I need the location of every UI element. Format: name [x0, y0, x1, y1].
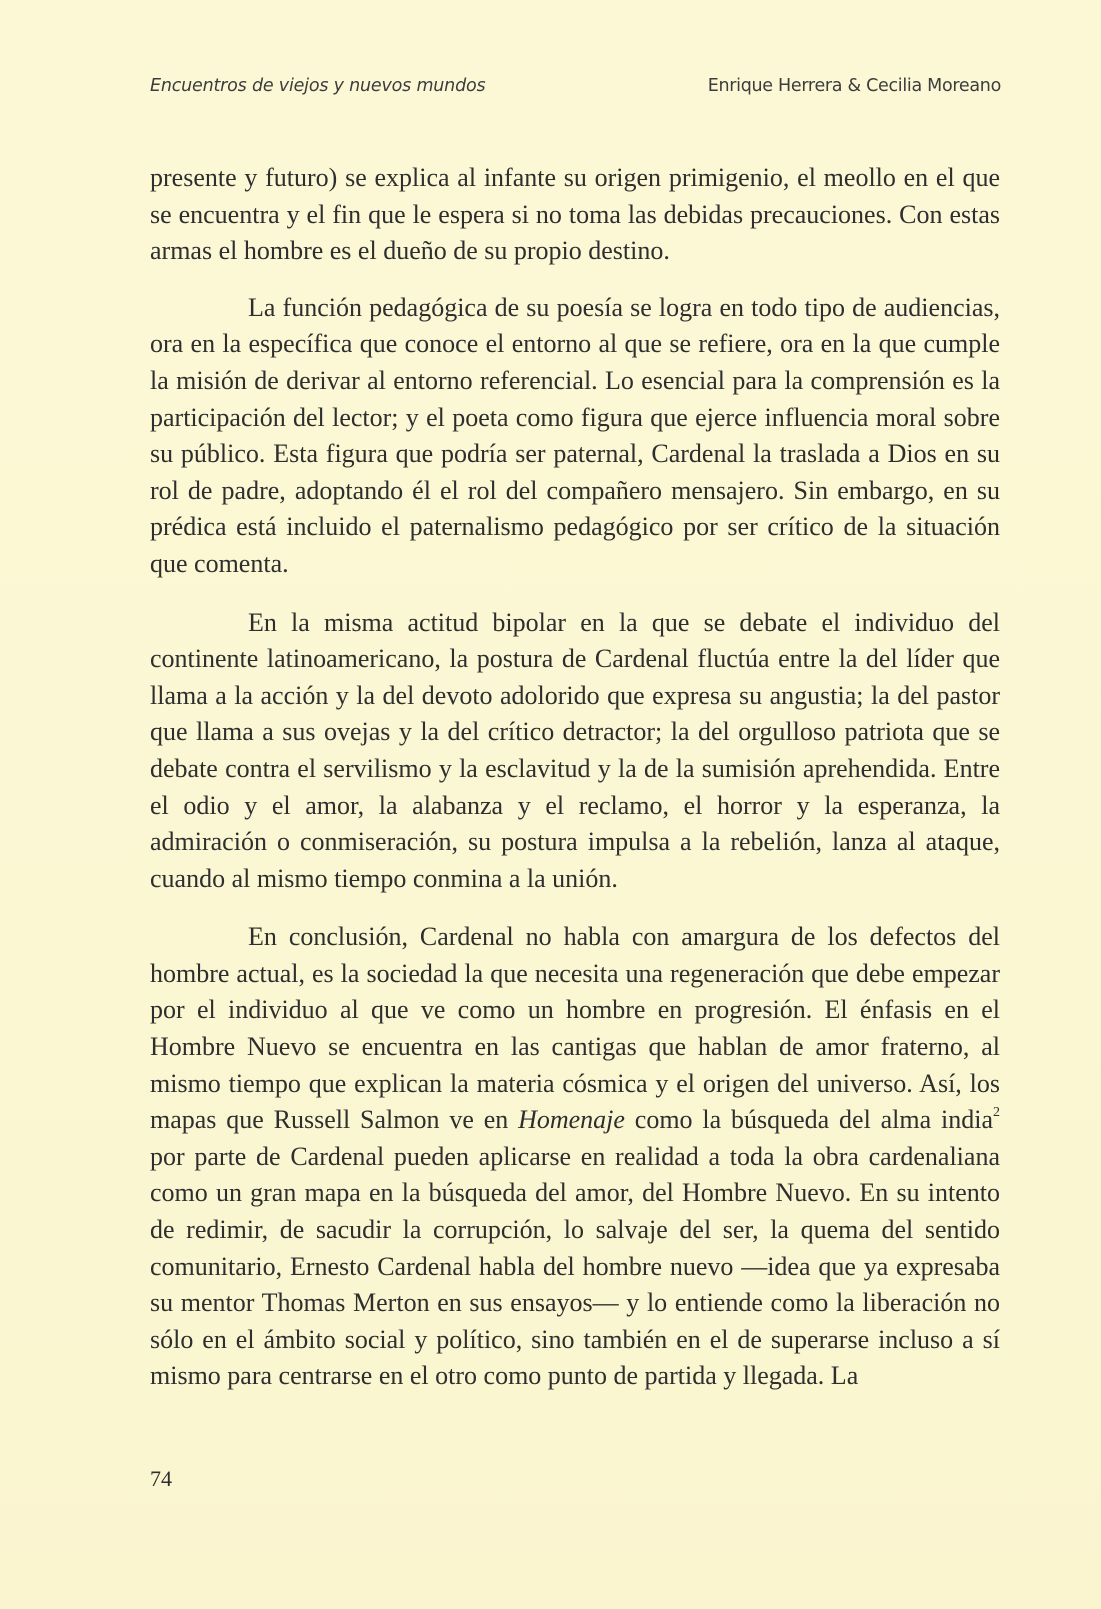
paragraph-pedagogical-function: La función pedagógica de su poesía se logra en todo tipo de audiencias, ora en la específica que conoce el entorno al que se refiere, ora en la que cumple la misión de derivar al entorno referencial. Lo esencial para la comprensión es la participación del lector; y el poeta como figura que ejerce influencia moral sobre su público. Esta figura que podría ser paternal, Cardenal la traslada a Dios en su rol de padre, adoptando él el rol del compañero mensajero. Sin embargo, en su prédica está incluido el paternalismo pedagógico por ser crítico de la situación que comenta. [150, 292, 1000, 578]
paragraph-bipolar-attitude: En la misma actitud bipolar en la que se debate el individuo del continente latinoamericano, la postura de Cardenal fluctúa entre la del líder que llama a la acción y la del devoto adolorido que expresa su angustia; la del pastor que llama a sus ovejas y la del crítico detractor; la del orgulloso patriota que se debate contra el servilismo y la esclavitud y la de la sumisión aprehendida. Entre el odio y el amor, la alabanza y el reclamo, el horror y la esperanza, la admiración o conmiseración, su postura impulsa a la rebelión, lanza al ataque, cuando al mismo tiempo conmina a la unión. [150, 607, 1000, 893]
conclusion-text-c: por parte de Cardenal pueden aplicarse en realidad a toda la obra cardenaliana como un gran mapa en la búsqueda del amor, del Hombre Nuevo. En su intento de redimir, de sacudir la corrupción, lo salvaje del ser, la quema del sentido comunitario, Ernesto Cardenal habla del hombre nuevo —idea que ya expresaba su mentor Thomas Merton en sus ensayos— y lo entiende como la liberación no sólo en el ámbito social y político, sino también en el de superarse incluso a sí mismo para centrarse en el otro como punto de partida y llegada. La [150, 1141, 1000, 1391]
header-authors: Enrique Herrera & Cecilia Moreano [707, 76, 1001, 96]
conclusion-text-b: como la búsqueda del alma india [624, 1105, 993, 1135]
paragraph-conclusion [150, 919, 1000, 1395]
running-header [150, 76, 1001, 100]
work-title-italic: Homenaje [518, 1105, 625, 1135]
paragraph-continued: presente y futuro) se explica al infante su origen primigenio, el meollo en el que se encuentra y el fin que le espera si no toma las debidas precauciones. Con estas armas el hombre es el dueño de su propio destino. [150, 163, 1000, 266]
conclusion-text-a: En conclusión, Cardenal no habla con amargura de los defectos del hombre actual, es la sociedad la que necesita una regeneración que debe empezar por el individuo al que ve como un hombre en progresión. El énfasis en el Hombre Nuevo se encuentra en las cantigas que hablan de amor fraterno, al mismo tiempo que explican la materia cósmica y el origen del universo. Así, los mapas que Russell Salmon ve en [150, 922, 1000, 1135]
body-text [150, 160, 1000, 1417]
page-number: 74 [150, 1466, 172, 1491]
footnote-reference[interactable]: 2 [993, 1105, 1000, 1121]
header-book-title: Encuentros de viejos y nuevos mundos [150, 76, 486, 96]
